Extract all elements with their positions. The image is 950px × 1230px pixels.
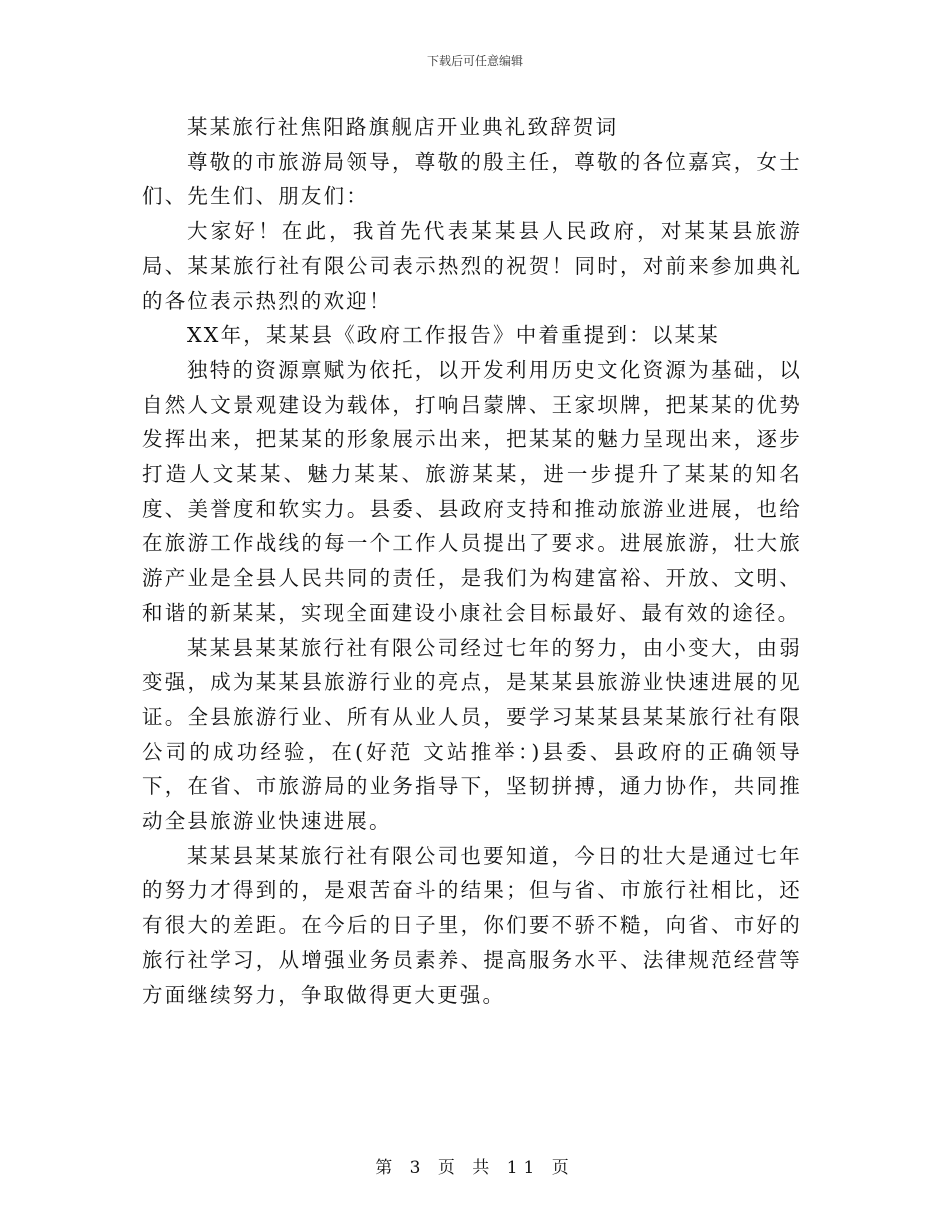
paragraph-report: XX年，某某县《政府工作报告》中着重提到：以某某 bbox=[187, 323, 720, 348]
paragraph-achievement: 某某县某某旅行社有限公司经过七年的努力，由小变大，由弱变强，成为某某县旅游行业的亮点，是某某县旅游业快速进展的见证。全县旅游行业、所有从业人员，要学习某某县某某旅行社有限公司的成功经验，在(好范 文站推举：)县委、县政府的正确领导下，在省、市旅游局的业务指导下，坚韧拼搏，通力协作，共同推动全县旅游业快速进展。 bbox=[142, 635, 802, 834]
paragraph-outlook: 某某县某某旅行社有限公司也要知道，今日的壮大是通过七年的努力才得到的，是艰苦奋斗的结果；但与省、市旅行社相比，还有很大的差距。在今后的日子里，你们要不骄不糙，向省、市好的旅行社学习，从增强业务员素养、提高服务水平、法律规范经营等方面继续努力，争取做得更大更强。 bbox=[142, 843, 802, 1007]
paragraph-resources: 独特的资源禀赋为依托，以开发利用历史文化资源为基础，以自然人文景观建设为载体，打响吕蒙牌、王家坝牌，把某某的优势发挥出来，把某某的形象展示出来，把某某的魅力呈现出来，逐步打造人文某某、魅力某某、旅游某某，进一步提升了某某的知名度、美誉度和软实力。县委、县政府支持和推动旅游业进展，也给在旅游工作战线的每一个工作人员提出了要求。进展旅游，壮大旅游产业是全县人民共同的责任，是我们为构建富裕、开放、文明、和谐的新某某，实现全面建设小康社会目标最好、最有效的途径。 bbox=[142, 357, 802, 625]
document-body bbox=[142, 110, 802, 1012]
document-title: 某某旅行社焦阳路旗舰店开业典礼致辞贺词 bbox=[187, 115, 619, 139]
page-number: 第 3 页 共 11 页 bbox=[375, 1158, 575, 1178]
paragraph-salutation: 尊敬的市旅游局领导，尊敬的殷主任，尊敬的各位嘉宾，女士们、先生们、朋友们： bbox=[142, 149, 802, 209]
paragraph-greeting: 大家好！在此，我首先代表某某县人民政府，对某某县旅游局、某某旅行社有限公司表示热烈的祝贺！同时，对前来参加典礼的各位表示热烈的欢迎！ bbox=[142, 219, 802, 313]
page-header: 下载后可任意编辑 bbox=[426, 54, 523, 68]
